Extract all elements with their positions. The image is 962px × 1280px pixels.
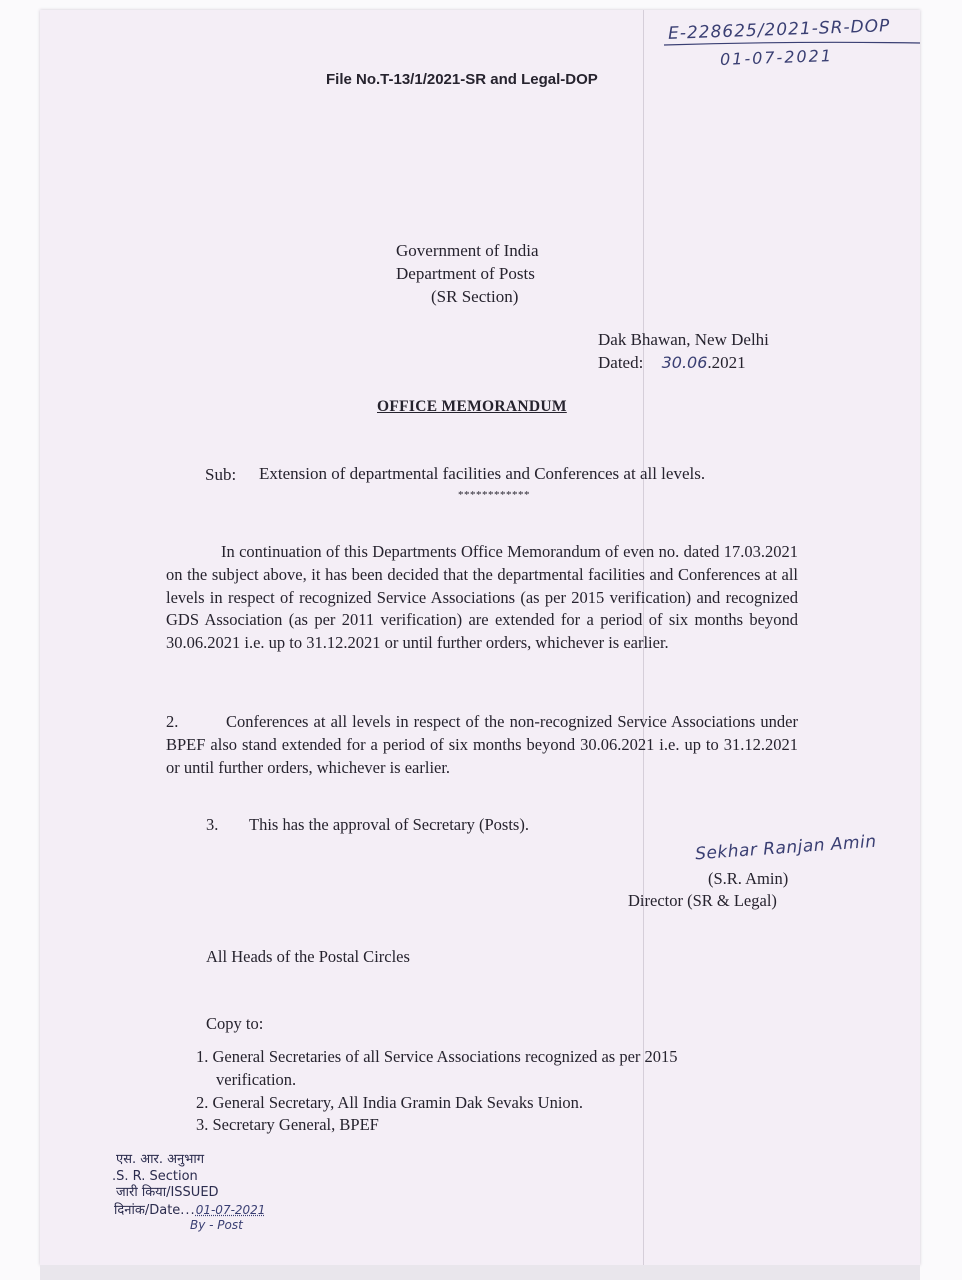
copy-to-item-3-number: 3. [196, 1115, 209, 1134]
subject-separator: ************ [458, 489, 530, 501]
paragraph-3-number: 3. [206, 815, 219, 834]
copy-to-item-3 [196, 1114, 379, 1137]
subject-text: Extension of departmental facilities and Conferences at all levels. [259, 464, 706, 483]
copy-to-item-1-cont [216, 1069, 296, 1092]
stamp-line-date: दिनांक/Date...01-07-2021 [114, 1202, 266, 1218]
stamp-date-label: दिनांक/Date [114, 1202, 181, 1218]
header-government: Government of India [396, 241, 539, 260]
handwritten-reference-number: E-228625/2021-SR-DOP [667, 16, 891, 44]
paragraph-2-text: Conferences at all levels in respect of the non-recognized Service Associations under BPEF also stand extended for a period of six months beyond 30.06.2021 i.e. up to 31.12.2021 or until further orders, whichever is earlier. [166, 712, 798, 777]
signatory-designation: Director (SR & Legal) [628, 891, 777, 910]
bottom-margin [40, 1265, 920, 1280]
signatory-name: (S.R. Amin) [708, 869, 789, 888]
paragraph-3-text: This has the approval of Secretary (Posts). [249, 815, 529, 834]
issued-stamp [112, 1152, 265, 1232]
handwritten-signature: Sekhar Ranjan Amin [694, 831, 878, 865]
paragraph-2-number: 2. [166, 712, 179, 731]
date-handwritten-day: 30.06 [661, 353, 708, 372]
paragraph-1-text: In continuation of this Departments Office Memorandum of even no. dated 17.03.2021 on the subject above, it has been decided that the departmental facilities and Conferences at all levels in respect of recognized Service Associations (as per 2015 verification) and recognized GDS Association (as per 2011 verification) are extended for a period of six months beyond 30.06.2021 i.e. up to 31.12.2021 or until further orders, whichever is earlier. [166, 542, 798, 653]
stamp-line-issued: जारी किया/ISSUED [116, 1185, 219, 1200]
stamp-line-hindi: एस. आर. अनुभाग [116, 1152, 205, 1167]
memo-title: OFFICE MEMORANDUM [377, 398, 567, 415]
header-section: (SR Section) [431, 287, 519, 306]
stamp-line-section: .S. R. Section [112, 1168, 198, 1184]
addressee: All Heads of the Postal Circles [206, 947, 410, 966]
copy-to-item-2-number: 2. [196, 1093, 209, 1112]
copy-to-item-2-text: General Secretary, All India Gramin Dak Sevaks Union. [212, 1093, 584, 1112]
copy-to-item-1 [196, 1046, 678, 1069]
date-line [598, 353, 746, 373]
date-year: .2021 [707, 353, 746, 372]
stamp-line-by-post: By - Post [190, 1218, 243, 1232]
header-department: Department of Posts [396, 264, 535, 283]
paragraph-3 [206, 815, 529, 835]
paragraph-2 [166, 711, 798, 779]
stamp-date-value: 01-07-2021 [195, 1202, 266, 1217]
copy-to-label: Copy to: [206, 1014, 264, 1033]
place: Dak Bhawan, New Delhi [598, 330, 769, 349]
handwritten-underline [662, 40, 922, 48]
handwritten-reference-date: 01-07-2021 [719, 46, 834, 69]
copy-to-item-1-number: 1. [196, 1047, 209, 1066]
copy-to-item-1-text-cont: verification. [216, 1070, 297, 1089]
date-label: Dated: [598, 353, 644, 372]
paragraph-1 [166, 541, 798, 655]
copy-to-item-3-text: Secretary General, BPEF [212, 1115, 379, 1134]
subject-label: Sub: [205, 465, 237, 484]
copy-to-item-1-text: General Secretaries of all Service Associations recognized as per 2015 [212, 1047, 678, 1066]
copy-to-item-2 [196, 1092, 583, 1115]
file-number: File No.T-13/1/2021-SR and Legal-DOP [326, 71, 598, 88]
